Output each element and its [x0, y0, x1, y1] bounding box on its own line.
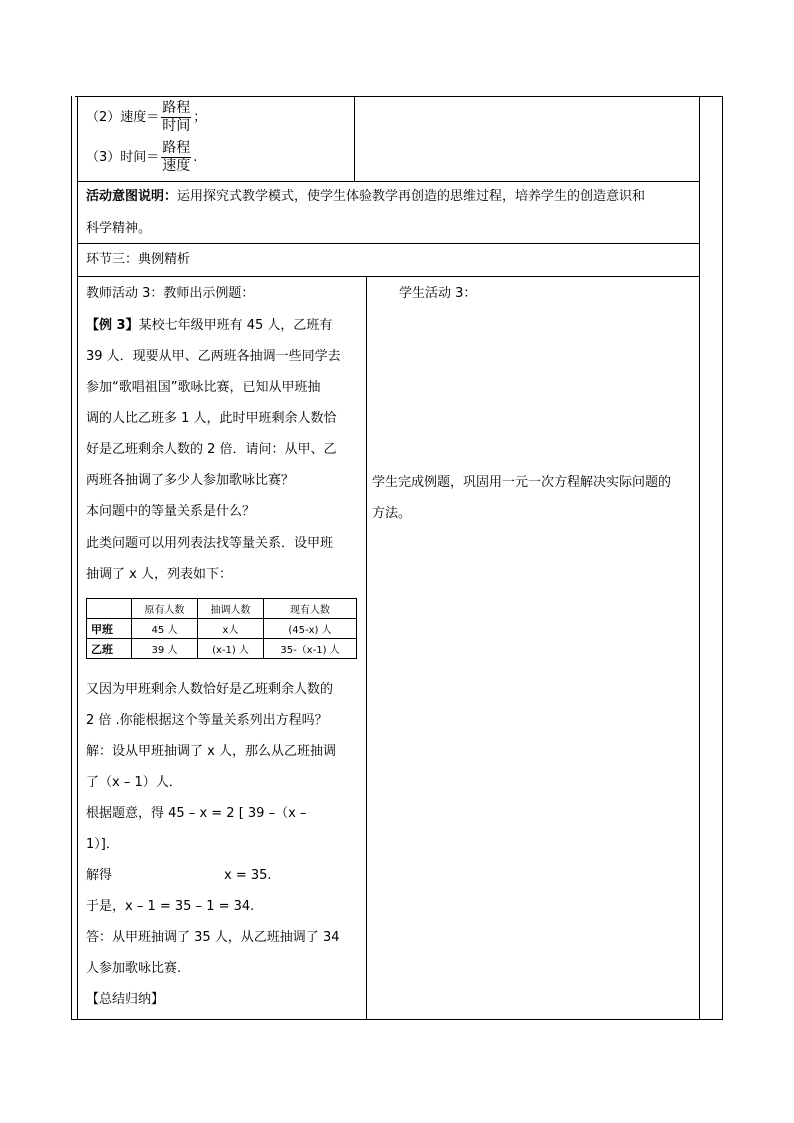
speed-formula: （2）速度＝ $\frac{\text{路程}}{\text{时间}}$ ；: [86, 100, 207, 134]
problem-line-3: 参加“歌唱祖国”歌咏比赛，已知从甲班抽: [86, 380, 321, 395]
table-row: [87, 639, 357, 659]
student-text-line-1: 学生完成例题，巩固用一元一次方程解决实际问题的: [372, 475, 672, 490]
table-header-row: [87, 599, 357, 619]
method-line-2: 抽调了 x 人，列表如下：: [86, 567, 232, 582]
table-cell: 35-（x-1) 人: [264, 639, 357, 659]
solution-line-2: 了（x – 1）人．: [86, 775, 182, 790]
after-line-2: 2 倍 .你能根据这个等量关系列出方程吗？: [86, 713, 328, 728]
teacher-heading: 教师活动 3：教师出示例题：: [86, 286, 255, 301]
table-border-bottom: [71, 1019, 723, 1020]
question-line: 本问题中的等量关系是什么？: [86, 504, 256, 519]
example-tag: 【例 3】: [86, 318, 139, 333]
then-line: 于是，x – 1 = 35 – 1 = 34.: [86, 899, 255, 914]
intent-label: 活动意图说明：: [86, 189, 178, 204]
after-line-1: 又因为甲班剩余人数恰好是乙班剩余人数的: [86, 682, 334, 697]
section-title: 环节三：典例精析: [86, 252, 191, 267]
row-divider-3: [77, 276, 699, 277]
table-border-left-inner: [77, 96, 78, 1020]
summary-heading: 【总结归纳】: [86, 992, 165, 1007]
table-border-right-outer: [722, 96, 723, 1020]
table-header-cell: 原有人数: [132, 599, 198, 619]
solve-value: x = 35.: [224, 868, 272, 883]
table-row-header: 甲班: [87, 619, 132, 639]
student-text-line-2: 方法。: [372, 506, 412, 521]
table-cell: 45 人: [132, 619, 198, 639]
intent-line-2: 科学精神。: [86, 221, 152, 236]
problem-line-6: 两班各抽调了多少人参加歌咏比赛？: [86, 473, 295, 488]
speed-denominator: 时间: [162, 118, 191, 134]
intent-line-1: 活动意图说明：运用探究式教学模式，使学生体验教学再创造的思维过程，培养学生的创造意识和: [86, 189, 646, 204]
method-line-1: 此类问题可以用列表法找等量关系．设甲班: [86, 536, 334, 551]
table-header-cell: [87, 599, 132, 619]
student-heading: 学生活动 3：: [399, 286, 477, 301]
equation-line-1: 根据题意，得 45 – x = 2 [ 39 –（x –: [86, 806, 307, 821]
table-cell: 39 人: [132, 639, 198, 659]
answer-line-2: 人参加歌咏比赛.: [86, 961, 182, 976]
table-border-right-inner: [699, 96, 700, 1020]
problem-line-2: 39 人．现要从甲、乙两班各抽调一些同学去: [86, 349, 341, 364]
problem-line-1: 【例 3】某校七年级甲班有 45 人，乙班有: [86, 318, 333, 333]
time-denominator: 速度: [162, 158, 191, 174]
time-numerator: 路程: [162, 140, 191, 156]
time-formula: （3）时间＝ $\frac{\text{路程}}{\text{速度}}$ .: [86, 140, 198, 174]
table-row: [87, 619, 357, 639]
table-border-top: [75, 96, 723, 97]
row-divider-1: [77, 181, 699, 182]
solve-label: 解得: [86, 868, 113, 883]
speed-numerator: 路程: [162, 100, 191, 116]
answer-line-1: 答：从甲班抽调了 35 人，从乙班抽调了 34: [86, 930, 340, 945]
row-divider-2: [77, 243, 699, 244]
problem-line-4: 调的人比乙班多 1 人，此时甲班剩余人数恰: [86, 411, 337, 426]
count-table: [86, 598, 357, 659]
table-header-cell: 现有人数: [264, 599, 357, 619]
column-divider-top: [354, 96, 355, 182]
table-header-cell: 抽调人数: [198, 599, 264, 619]
table-cell: (x-1) 人: [198, 639, 264, 659]
table-border-left-outer: [71, 96, 72, 1020]
equation-line-2: 1）]．: [86, 837, 119, 852]
column-divider-example: [366, 276, 367, 1019]
table-cell: (45-x) 人: [264, 619, 357, 639]
table-cell: x人: [198, 619, 264, 639]
problem-line-5: 好是乙班剩余人数的 2 倍．请问：从甲、乙: [86, 442, 337, 457]
table-row-header: 乙班: [87, 639, 132, 659]
solution-line-1: 解：设从甲班抽调了 x 人，那么从乙班抽调: [86, 744, 336, 759]
